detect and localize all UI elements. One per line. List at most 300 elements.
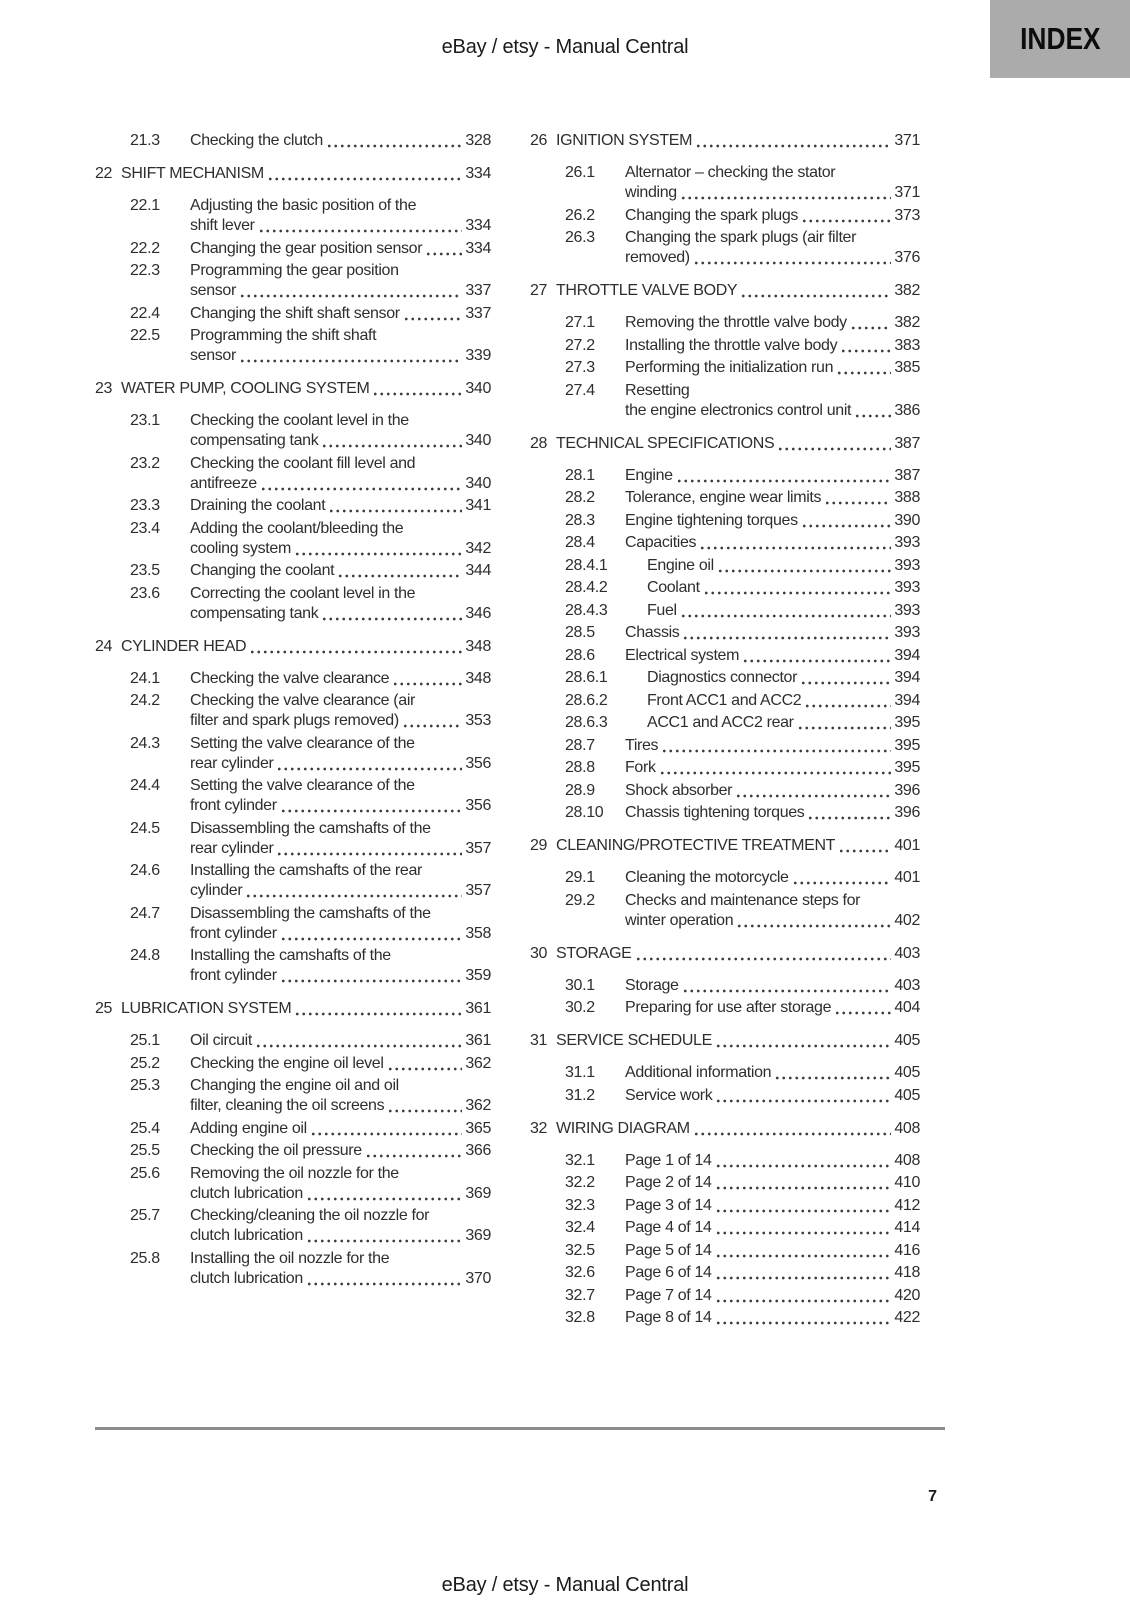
toc-entry-number: 30 xyxy=(530,944,548,962)
toc-entry-page: 358 xyxy=(465,924,491,942)
dot-leader xyxy=(682,989,892,993)
toc-entry-page: 357 xyxy=(465,882,491,899)
toc-entry xyxy=(95,691,491,731)
toc-entry-page: 394 xyxy=(894,691,920,709)
dot-leader xyxy=(695,144,891,148)
toc-entry xyxy=(530,1151,920,1171)
page-header-title: eBay / etsy - Manual Central xyxy=(441,36,689,58)
dot-leader xyxy=(306,1239,462,1243)
toc-entry-page: 361 xyxy=(465,1000,491,1017)
toc-entry-number: 32.7 xyxy=(565,1286,595,1304)
toc-entry-page: 334 xyxy=(465,239,491,257)
toc-entry-page: 357 xyxy=(465,839,491,857)
toc-entry-title: IGNITION SYSTEM xyxy=(556,132,693,149)
dot-leader xyxy=(680,196,892,200)
toc-entry-number: 28.1 xyxy=(565,466,595,484)
toc-entry-title: Page 4 of 14 xyxy=(625,1219,712,1236)
toc-entry-number: 22 xyxy=(95,165,113,182)
dot-leader xyxy=(306,1197,462,1201)
toc-entry-number: 22.4 xyxy=(130,304,160,322)
toc-entry-page: 403 xyxy=(894,944,920,962)
toc-entry xyxy=(95,326,491,366)
toc-entry-page: 334 xyxy=(465,165,491,182)
toc-entry-page: 405 xyxy=(894,1064,920,1081)
toc-entry xyxy=(530,466,920,486)
toc-entry xyxy=(530,206,920,226)
toc-entry-title: THROTTLE VALVE BODY xyxy=(556,282,738,299)
toc-entry-number: 23.1 xyxy=(130,412,160,429)
toc-entry-title: Fuel xyxy=(647,601,677,619)
toc-entry-page: 339 xyxy=(465,347,491,364)
toc-entry xyxy=(530,646,920,666)
toc-entry-number: 28.7 xyxy=(565,736,595,754)
dot-leader xyxy=(715,1186,892,1190)
toc-entry-page: 410 xyxy=(894,1174,920,1191)
toc-entry xyxy=(95,861,491,901)
toc-entry-title: Resetting xyxy=(625,381,690,399)
toc-entry-number: 23.3 xyxy=(130,497,160,514)
toc-entry-page: 356 xyxy=(465,797,491,814)
toc-entry-number: 32.1 xyxy=(565,1151,595,1169)
toc-entry-page: 337 xyxy=(465,282,491,299)
toc-entry-title: front cylinder xyxy=(190,797,277,814)
toc-entry-page: 371 xyxy=(894,132,920,149)
toc-entry xyxy=(530,668,920,688)
toc-entry xyxy=(95,261,491,301)
toc-entry-page: 376 xyxy=(894,249,920,266)
toc-entry-title: ACC1 and ACC2 rear xyxy=(647,714,794,731)
toc-entry xyxy=(95,1119,491,1139)
toc-entry xyxy=(95,561,491,581)
dot-leader xyxy=(804,704,891,708)
dot-leader xyxy=(715,1321,892,1325)
dot-leader xyxy=(797,726,892,730)
toc-entry-title: Page 6 of 14 xyxy=(625,1264,712,1281)
dot-leader xyxy=(715,1164,892,1168)
toc-entry-number: 22.5 xyxy=(130,327,160,344)
toc-entry-number: 29.1 xyxy=(565,869,595,886)
dot-leader xyxy=(676,479,892,483)
toc-entry xyxy=(95,131,491,151)
dot-leader xyxy=(742,659,891,663)
toc-chapter-entry xyxy=(530,1119,920,1139)
toc-entry-title: STORAGE xyxy=(556,944,632,962)
toc-entry xyxy=(530,358,920,378)
toc-chapter-entry xyxy=(95,164,491,184)
toc-entry xyxy=(95,1031,491,1051)
toc-chapter-entry xyxy=(95,379,491,399)
toc-entry-page: 393 xyxy=(894,579,920,596)
toc-entry-title: TECHNICAL SPECIFICATIONS xyxy=(556,434,775,452)
index-label: INDEX xyxy=(1019,21,1101,56)
toc-entry-title: Engine oil xyxy=(647,556,714,574)
toc-entry-title: Storage xyxy=(625,976,679,994)
dot-leader xyxy=(276,852,462,856)
toc-entry-page: 404 xyxy=(894,999,920,1016)
dot-leader xyxy=(321,617,462,621)
toc-entry-number: 27.1 xyxy=(565,314,595,331)
dot-leader xyxy=(777,447,891,451)
toc-entry-title: Front ACC1 and ACC2 xyxy=(647,691,802,709)
toc-entry-title: Disassembling the camshafts of the xyxy=(190,819,431,837)
toc-entry-page: 340 xyxy=(465,474,491,492)
toc-entry-page: 408 xyxy=(894,1151,920,1169)
dot-leader xyxy=(680,614,892,618)
dot-leader xyxy=(717,569,892,573)
toc-entry xyxy=(95,496,491,516)
toc-entry-title: Setting the valve clearance of the xyxy=(190,777,415,794)
toc-entry-page: 396 xyxy=(894,781,920,799)
toc-entry xyxy=(95,946,491,986)
toc-entry-number: 28.6.1 xyxy=(565,669,608,686)
toc-entry-number: 22.1 xyxy=(130,197,160,214)
dot-leader xyxy=(392,682,462,686)
toc-entry-number: 28.5 xyxy=(565,624,595,641)
toc-entry-number: 28.4.1 xyxy=(565,556,608,574)
dot-leader xyxy=(661,749,891,753)
toc-entry-page: 366 xyxy=(465,1142,491,1159)
toc-entry-title: Engine tightening torques xyxy=(625,511,798,529)
toc-entry-title: clutch lubrication xyxy=(190,1227,303,1244)
dot-leader xyxy=(735,794,891,798)
toc-entry xyxy=(530,533,920,553)
toc-entry-title: Checking the engine oil level xyxy=(190,1054,384,1072)
toc-entry-page: 346 xyxy=(465,604,491,622)
toc-entry-number: 24.6 xyxy=(130,862,160,879)
toc-entry-page: 405 xyxy=(894,1032,920,1049)
toc-entry-number: 22.2 xyxy=(130,239,160,257)
toc-entry xyxy=(95,239,491,259)
toc-entry-number: 25.8 xyxy=(130,1249,160,1267)
dot-leader xyxy=(807,816,891,820)
toc-entry xyxy=(530,691,920,711)
toc-entry-title: Correcting the coolant level in the xyxy=(190,584,416,602)
toc-entry-page: 393 xyxy=(894,624,920,641)
toc-entry xyxy=(530,601,920,621)
toc-entry-title: Changing the shift shaft sensor xyxy=(190,304,400,322)
dot-leader xyxy=(635,957,892,961)
toc-entry xyxy=(95,196,491,236)
toc-entry xyxy=(530,1218,920,1238)
toc-entry-number: 21.3 xyxy=(130,132,160,149)
toc-entry-number: 31 xyxy=(530,1032,548,1049)
toc-entry-page: 359 xyxy=(465,967,491,984)
toc-entry-title: Diagnostics connector xyxy=(647,669,798,686)
toc-entry xyxy=(530,1173,920,1193)
toc-entry xyxy=(530,336,920,356)
dot-leader xyxy=(387,1067,463,1071)
dot-leader xyxy=(403,317,463,321)
toc-entry-title: sensor xyxy=(190,347,236,364)
toc-entry-title: cylinder xyxy=(190,882,243,899)
toc-entry-title: Checking the coolant level in the xyxy=(190,412,409,429)
toc-entry-page: 390 xyxy=(894,511,920,529)
toc-entry xyxy=(95,734,491,774)
toc-entry-number: 23.4 xyxy=(130,519,160,537)
toc-entry-title: rear cylinder xyxy=(190,754,274,772)
toc-entry-title: Performing the initialization run xyxy=(625,359,834,376)
dot-leader xyxy=(255,1044,462,1048)
toc-entry-page: 344 xyxy=(465,562,491,579)
toc-entry-page: 361 xyxy=(465,1032,491,1049)
toc-entry-title: Electrical system xyxy=(625,646,740,664)
index-box xyxy=(990,0,1130,78)
toc-entry-number: 32 xyxy=(530,1119,548,1137)
dot-leader xyxy=(659,771,892,775)
dot-leader xyxy=(321,444,462,448)
toc-entry-page: 382 xyxy=(894,282,920,299)
toc-entry-title: winter operation xyxy=(625,911,734,929)
toc-entry-number: 24.3 xyxy=(130,734,160,752)
toc-entry-title: Checking the valve clearance (air xyxy=(190,692,416,709)
toc-entry-title: Installing the oil nozzle for the xyxy=(190,1249,390,1267)
toc-entry-number: 28.2 xyxy=(565,489,595,506)
dot-leader xyxy=(245,894,462,898)
toc-entry-title: Checking/cleaning the oil nozzle for xyxy=(190,1207,430,1224)
toc-entry-title: Adding engine oil xyxy=(190,1119,307,1137)
toc-entry-page: 370 xyxy=(465,1269,491,1287)
toc-entry-title: Installing the camshafts of the xyxy=(190,947,391,964)
toc-entry-title: Fork xyxy=(625,759,656,776)
dot-leader xyxy=(258,229,463,233)
toc-entry xyxy=(95,1141,491,1161)
toc-entry-page: 408 xyxy=(894,1119,920,1137)
dot-leader xyxy=(715,1231,892,1235)
toc-entry-title: LUBRICATION SYSTEM xyxy=(121,1000,292,1017)
toc-entry-title: front cylinder xyxy=(190,924,277,942)
toc-entry-title: Programming the shift shaft xyxy=(190,327,377,344)
toc-entry-title: Page 2 of 14 xyxy=(625,1174,712,1191)
dot-leader xyxy=(801,524,892,528)
dot-leader xyxy=(836,371,891,375)
toc-entry xyxy=(530,623,920,643)
toc-entry xyxy=(95,454,491,494)
dot-leader xyxy=(834,1011,891,1015)
toc-entry-title: Preparing for use after storage xyxy=(625,999,832,1016)
toc-entry-title: rear cylinder xyxy=(190,839,274,857)
dot-leader xyxy=(326,144,462,148)
toc-entry-number: 28.3 xyxy=(565,511,595,529)
toc-entry-number: 32.3 xyxy=(565,1196,595,1214)
toc-entry-number: 22.3 xyxy=(130,262,160,279)
toc-entry xyxy=(530,868,920,888)
dot-leader xyxy=(715,1276,892,1280)
toc-entry-number: 29.2 xyxy=(565,891,595,909)
toc-entry xyxy=(530,228,920,268)
toc-entry-title: Oil circuit xyxy=(190,1032,252,1049)
toc-entry-page: 369 xyxy=(465,1227,491,1244)
dot-leader xyxy=(792,881,892,885)
toc-entry-page: 401 xyxy=(894,869,920,886)
footer-page-number: 7 xyxy=(928,1488,937,1505)
toc-entry xyxy=(95,1206,491,1246)
toc-entry-page: 386 xyxy=(894,401,920,419)
toc-entry-title: Checking the oil pressure xyxy=(190,1142,362,1159)
toc-entry xyxy=(530,803,920,823)
toc-chapter-entry xyxy=(530,131,920,151)
toc-entry xyxy=(95,584,491,624)
toc-entry-number: 28.6.2 xyxy=(565,691,608,709)
dot-leader xyxy=(850,326,892,330)
dot-leader xyxy=(239,359,462,363)
toc-entry-title: Checks and maintenance steps for xyxy=(625,891,861,909)
toc-entry-page: 396 xyxy=(894,804,920,821)
toc-columns xyxy=(95,131,920,1331)
toc-entry-number: 26.2 xyxy=(565,206,595,224)
toc-entry-number: 25.4 xyxy=(130,1119,160,1137)
toc-entry-number: 31.1 xyxy=(565,1064,595,1081)
dot-leader xyxy=(372,392,462,396)
toc-entry xyxy=(530,976,920,996)
toc-chapter-entry xyxy=(530,1031,920,1051)
toc-entry-number: 27.2 xyxy=(565,336,595,354)
toc-entry-number: 25.5 xyxy=(130,1142,160,1159)
toc-entry xyxy=(530,511,920,531)
dot-leader xyxy=(249,650,462,654)
dot-leader xyxy=(774,1076,891,1080)
dot-leader xyxy=(838,849,891,853)
toc-entry-page: 383 xyxy=(894,336,920,354)
toc-entry xyxy=(530,1263,920,1283)
toc-entry-title: Tolerance, engine wear limits xyxy=(625,489,822,506)
toc-entry-title: winding xyxy=(625,184,677,201)
toc-entry-title: sensor xyxy=(190,282,236,299)
toc-entry-page: 337 xyxy=(465,304,491,322)
toc-entry-number: 26.3 xyxy=(565,229,595,246)
page-footer-title: eBay / etsy - Manual Central xyxy=(441,1574,689,1596)
dot-leader xyxy=(715,1299,892,1303)
toc-entry-title: filter, cleaning the oil screens xyxy=(190,1097,385,1114)
dot-leader xyxy=(239,294,462,298)
toc-entry-title: SHIFT MECHANISM xyxy=(121,165,264,182)
toc-entry-title: Page 1 of 14 xyxy=(625,1151,712,1169)
dot-leader xyxy=(736,924,891,928)
toc-entry xyxy=(530,781,920,801)
dot-leader xyxy=(699,546,891,550)
toc-entry xyxy=(95,411,491,451)
toc-entry-title: front cylinder xyxy=(190,967,277,984)
toc-entry-title: Changing the gear position sensor xyxy=(190,239,423,257)
dot-leader xyxy=(703,591,892,595)
toc-entry-number: 25.7 xyxy=(130,1207,160,1224)
toc-entry xyxy=(530,736,920,756)
toc-entry-title: Page 7 of 14 xyxy=(625,1286,712,1304)
toc-entry-number: 24.5 xyxy=(130,819,160,837)
toc-entry-title: Changing the engine oil and oil xyxy=(190,1077,399,1094)
toc-entry-number: 29 xyxy=(530,837,548,854)
toc-entry-title: Alternator – checking the stator xyxy=(625,164,836,181)
toc-entry-page: 334 xyxy=(465,217,491,234)
toc-entry xyxy=(95,904,491,944)
toc-entry-page: 369 xyxy=(465,1184,491,1202)
dot-leader xyxy=(854,414,891,418)
toc-entry-number: 25.2 xyxy=(130,1054,160,1072)
toc-entry-page: 405 xyxy=(894,1086,920,1104)
toc-entry-page: 401 xyxy=(894,837,920,854)
toc-entry xyxy=(95,1164,491,1204)
toc-entry-number: 24 xyxy=(95,637,113,655)
toc-entry xyxy=(530,713,920,733)
toc-entry-number: 32.6 xyxy=(565,1264,595,1281)
toc-entry-title: Installing the camshafts of the rear xyxy=(190,862,422,879)
dot-leader xyxy=(800,681,891,685)
toc-entry-title: Page 3 of 14 xyxy=(625,1196,712,1214)
toc-entry-number: 28.4 xyxy=(565,534,595,551)
toc-entry-page: 328 xyxy=(465,132,491,149)
toc-entry-page: 395 xyxy=(894,759,920,776)
toc-entry-title: the engine electronics control unit xyxy=(625,401,852,419)
toc-entry-page: 385 xyxy=(894,359,920,376)
toc-entry-number: 28.6.3 xyxy=(565,714,608,731)
dot-leader xyxy=(824,501,891,505)
toc-entry-number: 27.4 xyxy=(565,381,595,399)
toc-entry-page: 420 xyxy=(894,1286,920,1304)
toc-chapter-entry xyxy=(95,999,491,1019)
toc-entry-title: Changing the coolant xyxy=(190,562,335,579)
toc-entry-page: 402 xyxy=(894,911,920,929)
toc-entry-page: 356 xyxy=(465,754,491,772)
toc-entry-page: 403 xyxy=(894,976,920,994)
toc-entry-title: Tires xyxy=(625,736,659,754)
toc-entry-page: 412 xyxy=(894,1196,920,1214)
toc-entry-title: Disassembling the camshafts of the xyxy=(190,904,431,922)
toc-entry-page: 414 xyxy=(894,1219,920,1236)
dot-leader xyxy=(365,1154,463,1158)
toc-entry-page: 422 xyxy=(894,1309,920,1326)
toc-entry-number: 28.8 xyxy=(565,759,595,776)
dot-leader xyxy=(310,1132,463,1136)
toc-entry-title: Additional information xyxy=(625,1064,772,1081)
toc-entry xyxy=(530,758,920,778)
toc-entry-title: Chassis xyxy=(625,624,680,641)
toc-entry-page: 393 xyxy=(894,601,920,619)
toc-entry-title: WATER PUMP, COOLING SYSTEM xyxy=(121,380,370,397)
toc-entry-number: 25.1 xyxy=(130,1032,160,1049)
toc-entry-title: Changing the spark plugs xyxy=(625,206,799,224)
toc-entry-number: 24.8 xyxy=(130,947,160,964)
dot-leader xyxy=(715,1254,892,1258)
toc-entry-page: 416 xyxy=(894,1241,920,1259)
toc-entry-title: WIRING DIAGRAM xyxy=(556,1119,690,1137)
toc-entry-page: 418 xyxy=(894,1264,920,1281)
toc-entry-number: 32.4 xyxy=(565,1219,595,1236)
toc-entry-number: 30.2 xyxy=(565,999,595,1016)
toc-entry-title: Removing the throttle valve body xyxy=(625,314,847,331)
toc-entry-title: Removing the oil nozzle for the xyxy=(190,1164,399,1182)
dot-leader xyxy=(267,177,462,181)
toc-entry-title: CYLINDER HEAD xyxy=(121,637,247,655)
toc-entry-title: cooling system xyxy=(190,539,291,557)
toc-entry-number: 32.5 xyxy=(565,1241,595,1259)
toc-entry-number: 31.2 xyxy=(565,1086,595,1104)
toc-chapter-entry xyxy=(95,637,491,657)
toc-entry-page: 393 xyxy=(894,556,920,574)
toc-entry-page: 362 xyxy=(465,1097,491,1114)
toc-entry-page: 387 xyxy=(894,434,920,452)
dot-leader xyxy=(840,349,891,353)
dot-leader xyxy=(425,252,462,256)
toc-entry xyxy=(530,163,920,203)
dot-leader xyxy=(402,724,463,728)
toc-entry-title: SERVICE SCHEDULE xyxy=(556,1032,712,1049)
toc-entry-number: 26 xyxy=(530,132,548,149)
toc-entry-page: 365 xyxy=(465,1119,491,1137)
toc-entry xyxy=(95,1249,491,1289)
toc-entry-title: Programming the gear position xyxy=(190,262,399,279)
toc-entry-title: clutch lubrication xyxy=(190,1184,303,1202)
toc-entry-title: Changing the spark plugs (air filter xyxy=(625,229,857,246)
toc-entry-number: 25 xyxy=(95,1000,113,1017)
